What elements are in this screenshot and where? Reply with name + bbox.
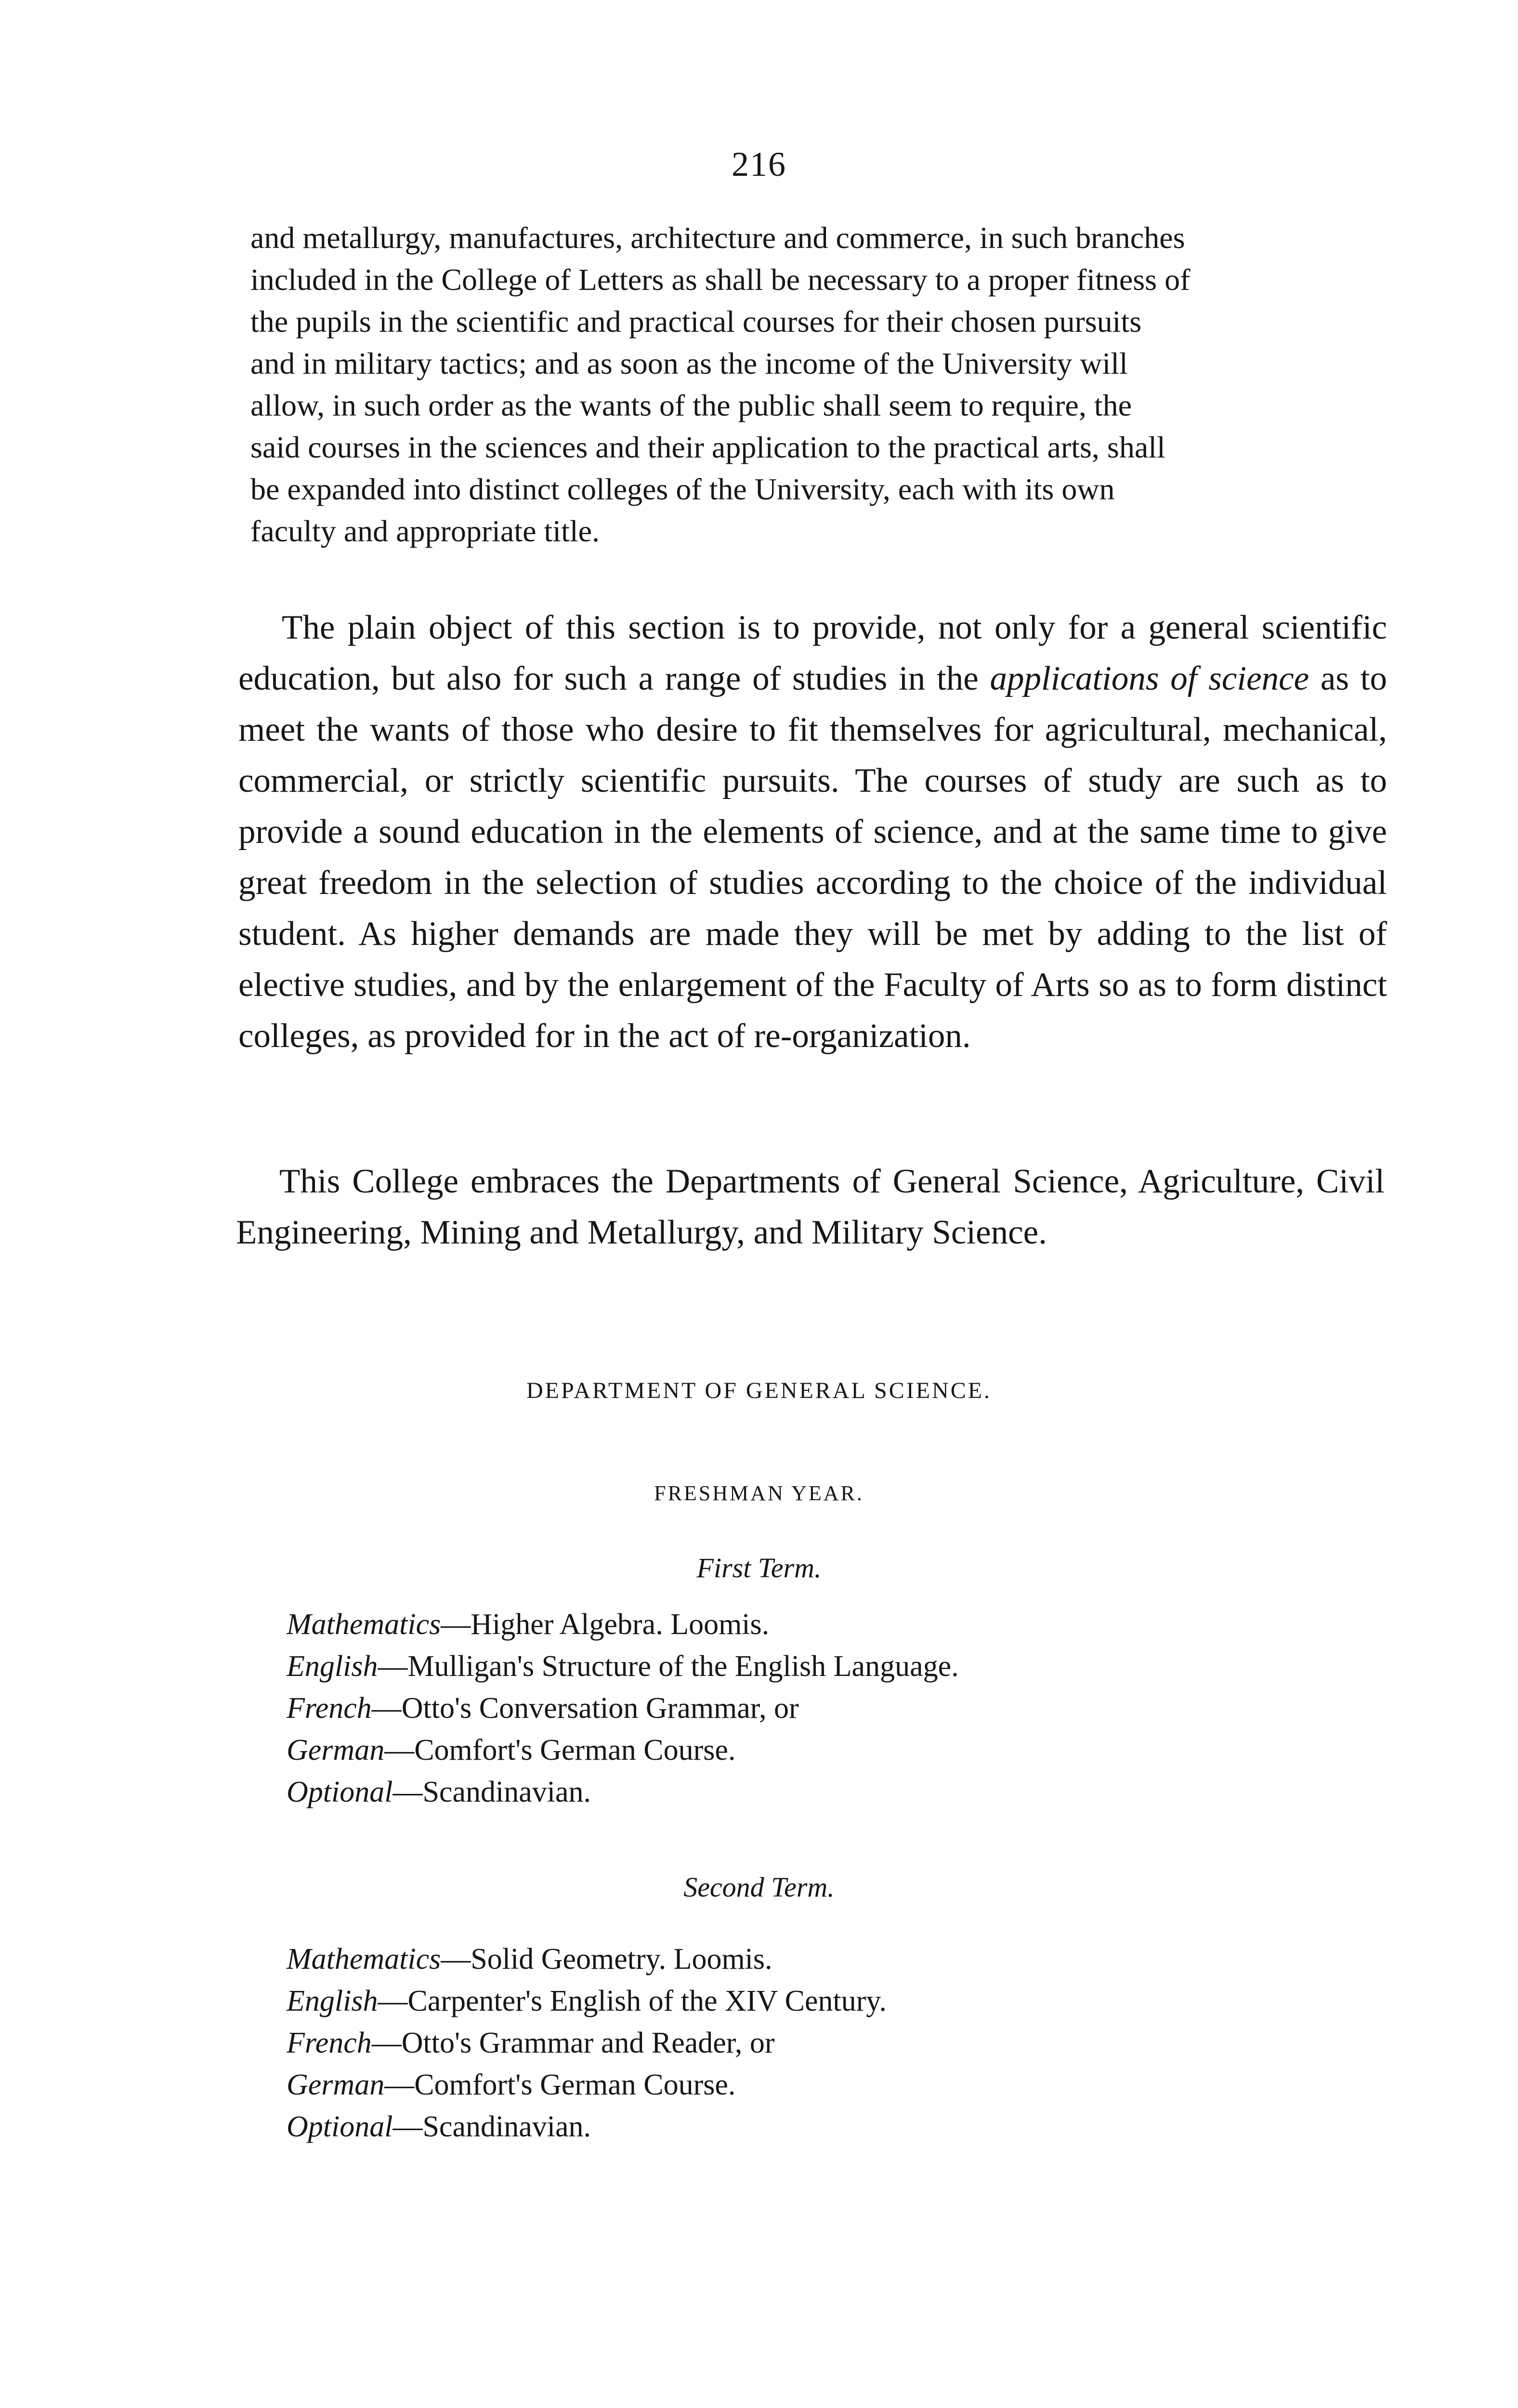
course-subject: Optional — [287, 1776, 393, 1808]
page-number: 216 — [732, 145, 786, 183]
paragraph-text: The plain object of this section is to provide, not only for a general scientific education, but also for such a range of studies in the — [238, 609, 1387, 697]
quote-line: the pupils in the scientific and practical courses for their chosen pursuits — [250, 304, 1142, 339]
quote-line: and in military tactics; and as soon as the income of the University will — [250, 346, 1128, 380]
course-detail: —Comfort's German Course. — [384, 2068, 736, 2101]
course-subject: English — [287, 1985, 378, 2017]
course-subject: French — [287, 2027, 372, 2059]
course-item — [287, 2022, 1346, 2064]
course-subject: German — [287, 2068, 385, 2101]
course-subject: Optional — [287, 2110, 393, 2143]
paragraph-text: This College embraces the Departments of General Science, Agriculture, Civil Engineering, Mining and Metallurgy, and Military Science. — [236, 1163, 1385, 1251]
course-item — [287, 2064, 1346, 2106]
course-detail: —Otto's Conversation Grammar, or — [371, 1692, 799, 1725]
quoted-statute-text — [250, 217, 1387, 552]
body-paragraph-purpose — [238, 602, 1387, 1061]
course-item — [287, 1729, 1346, 1771]
course-item — [287, 1938, 1346, 1980]
course-detail: —Comfort's German Course. — [384, 1734, 736, 1767]
quote-line: allow, in such order as the wants of the public shall seem to require, the — [250, 388, 1132, 422]
course-list-second-term — [287, 1938, 1346, 2148]
course-subject: Mathematics — [287, 1943, 441, 1976]
year-heading: FRESHMAN YEAR. — [654, 1481, 864, 1505]
course-item — [287, 1604, 1346, 1646]
course-item — [287, 1646, 1346, 1688]
body-paragraph-departments — [236, 1156, 1385, 1258]
quote-line: included in the College of Letters as shall be necessary to a proper fitness of — [250, 262, 1191, 297]
course-detail: —Carpenter's English of the XIV Century. — [378, 1985, 887, 2017]
course-detail: —Solid Geometry. Loomis. — [441, 1943, 772, 1976]
course-subject: German — [287, 1734, 385, 1767]
quote-line: said courses in the sciences and their application to the practical arts, shall — [250, 430, 1165, 464]
course-detail: —Scandinavian. — [393, 1776, 591, 1808]
course-list-first-term — [287, 1604, 1346, 1813]
course-detail: —Mulligan's Structure of the English Language. — [378, 1650, 959, 1683]
course-item — [287, 1771, 1346, 1813]
term-heading-second: Second Term. — [683, 1871, 835, 1903]
course-subject: Mathematics — [287, 1608, 441, 1641]
course-detail: —Scandinavian. — [393, 2110, 591, 2143]
course-detail: —Otto's Grammar and Reader, or — [371, 2027, 775, 2059]
paragraph-text: as to meet the wants of those who desire to fit themselves for agricultural, mechanical, commercial, or strictly scientific pursuits. The courses of study are such as to provide a sound education in the elements of science, and at the same time to give great freedom in the selection of studies according to the choice of the individual student. As higher demands are made they will be met by adding to the list of elective studies, and by the enlargement of the Faculty of Arts so as to form distinct colleges, as provided for in the act of re-organization. — [238, 660, 1387, 1055]
quote-line: be expanded into distinct colleges of the University, each with its own — [250, 472, 1115, 506]
course-subject: English — [287, 1650, 378, 1683]
emphasis-text: applications of science — [990, 660, 1309, 697]
course-item — [287, 2106, 1346, 2148]
course-item — [287, 1980, 1346, 2022]
course-subject: French — [287, 1692, 372, 1725]
quote-line: faculty and appropriate title. — [250, 514, 600, 548]
department-heading: DEPARTMENT OF GENERAL SCIENCE. — [526, 1378, 992, 1403]
course-detail: —Higher Algebra. Loomis. — [441, 1608, 770, 1641]
course-item — [287, 1688, 1346, 1729]
quote-line: and metallurgy, manufactures, architecture and commerce, in such branches — [250, 221, 1185, 255]
term-heading-first: First Term. — [696, 1552, 822, 1584]
